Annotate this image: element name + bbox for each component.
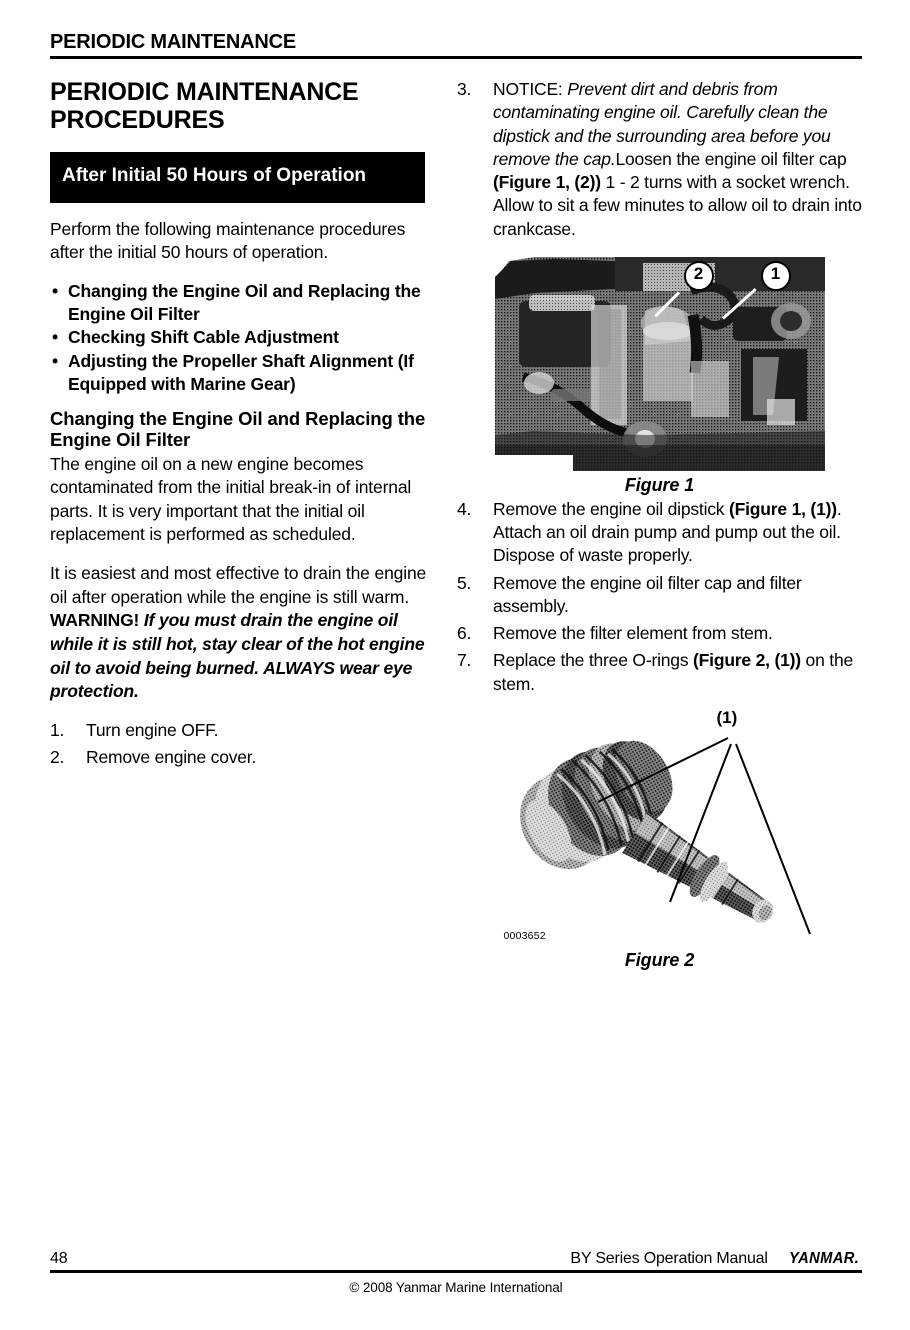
- figure-1-caption: Figure 1: [624, 474, 695, 495]
- paragraph2-lead: It is easiest and most effective to drain the engine oil after operation while the engine is still warm.: [50, 563, 427, 607]
- step-text: [493, 78, 862, 241]
- step3-lead: Loosen the engine oil filter cap: [615, 148, 847, 169]
- page-footer: [50, 1250, 862, 1295]
- step-item-7: [457, 649, 862, 696]
- step3-rest: 1 - 2 turns with a socket wrench. Allow to sit a few minutes to allow oil to drain into crankcase.: [493, 172, 862, 239]
- step4-rest: . Attach an oil drain pump and pump out the oil. Dispose of waste properly.: [493, 498, 842, 566]
- step-item-5: [457, 572, 862, 619]
- section-banner: After Initial 50 Hours of Operation: [50, 152, 425, 203]
- figure-reference: (Figure 1, (1)): [729, 498, 837, 519]
- step-item-3: [457, 78, 862, 241]
- copyright-notice: © 2008 Yanmar Marine International: [349, 1280, 563, 1295]
- oil-change-paragraph-2: [50, 562, 428, 704]
- left-column: [50, 78, 428, 773]
- step-item-6: [457, 622, 862, 645]
- step-text: Remove engine cover.: [86, 747, 257, 768]
- step-number: 3.: [457, 79, 472, 99]
- step4-lead: Remove the engine oil dipstick: [493, 498, 730, 519]
- left-steps-list: [50, 719, 428, 770]
- step-number: 4.: [457, 498, 472, 519]
- manual-title: BY Series Operation Manual: [570, 1250, 768, 1267]
- step-item: [50, 719, 428, 742]
- warning-text: If you must drain the engine oil while it is still hot, stay clear of the hot engine oil to avoid being burned. ALWAYS wear eye protection.: [50, 610, 425, 702]
- figure-2-image: [480, 702, 840, 950]
- footer-divider-rule: [50, 1270, 862, 1273]
- page-title: PERIODIC MAINTENANCE PROCEDURES: [50, 78, 359, 134]
- figure-reference: (Figure 2, (1)): [693, 650, 801, 671]
- list-item: • Changing the Engine Oil and Replacing the Engine Oil Filter: [50, 280, 428, 326]
- list-item: • Adjusting the Propeller Shaft Alignment (If Equipped with Marine Gear): [50, 350, 428, 396]
- maintenance-bullet-list: [50, 280, 428, 396]
- warning-label: WARNING!: [50, 610, 144, 631]
- step-item: [50, 746, 428, 769]
- yanmar-logo: YANMAR.: [788, 1250, 859, 1267]
- step-text: Remove the engine oil filter cap and filter assembly.: [493, 572, 802, 616]
- step-number: 5.: [457, 572, 472, 593]
- step-text: [493, 649, 862, 696]
- oil-filter-cap-illustration: [480, 702, 840, 950]
- callout-1: 1: [761, 261, 791, 291]
- page-number: 48: [50, 1250, 68, 1267]
- figure-reference: (Figure 1, (2)): [493, 172, 601, 193]
- running-header: [50, 32, 862, 59]
- header-divider-rule: [50, 56, 862, 59]
- step-number: 2.: [50, 747, 65, 768]
- step-number: 6.: [457, 623, 472, 644]
- figure-1-image: [495, 249, 825, 471]
- figure-1-block: [457, 249, 862, 496]
- notice-label: NOTICE:: [493, 79, 568, 99]
- step-text: Turn engine OFF.: [86, 719, 219, 740]
- step-number: 7.: [457, 650, 472, 671]
- footer-right-group: [570, 1250, 862, 1268]
- step-number: 1.: [50, 719, 65, 740]
- step-text: [493, 498, 862, 568]
- right-column: [457, 78, 862, 973]
- callout-2: 2: [684, 261, 714, 291]
- step7-rest: on the stem.: [493, 650, 854, 694]
- figure-2-image-id: 0003652: [503, 929, 546, 942]
- figure-2-block: [457, 702, 862, 971]
- section-heading-oil-change: Changing the Engine Oil and Replacing the Engine Oil Filter: [50, 407, 426, 451]
- step7-lead: Replace the three O-rings: [493, 650, 694, 671]
- list-item: • Checking Shift Cable Adjustment: [50, 326, 428, 349]
- intro-paragraph: Perform the following maintenance procedures after the initial 50 hours of operation.: [50, 218, 406, 263]
- notice-italic-text: Prevent dirt and debris from contaminating engine oil. Carefully clean the dipstick and the surrounding area before you remove the cap.: [493, 79, 831, 169]
- running-header-title: PERIODIC MAINTENANCE: [50, 31, 297, 53]
- callout-1-label: (1): [716, 707, 738, 727]
- step-item-4: [457, 498, 862, 568]
- figure-2-caption: Figure 2: [624, 949, 695, 970]
- step-text: Remove the filter element from stem.: [493, 623, 773, 644]
- footer-row: [50, 1250, 862, 1270]
- oil-change-paragraph-1: The engine oil on a new engine becomes contaminated from the initial break-in of internal parts. It is very important that the initial oil replacement is performed as scheduled.: [50, 453, 412, 545]
